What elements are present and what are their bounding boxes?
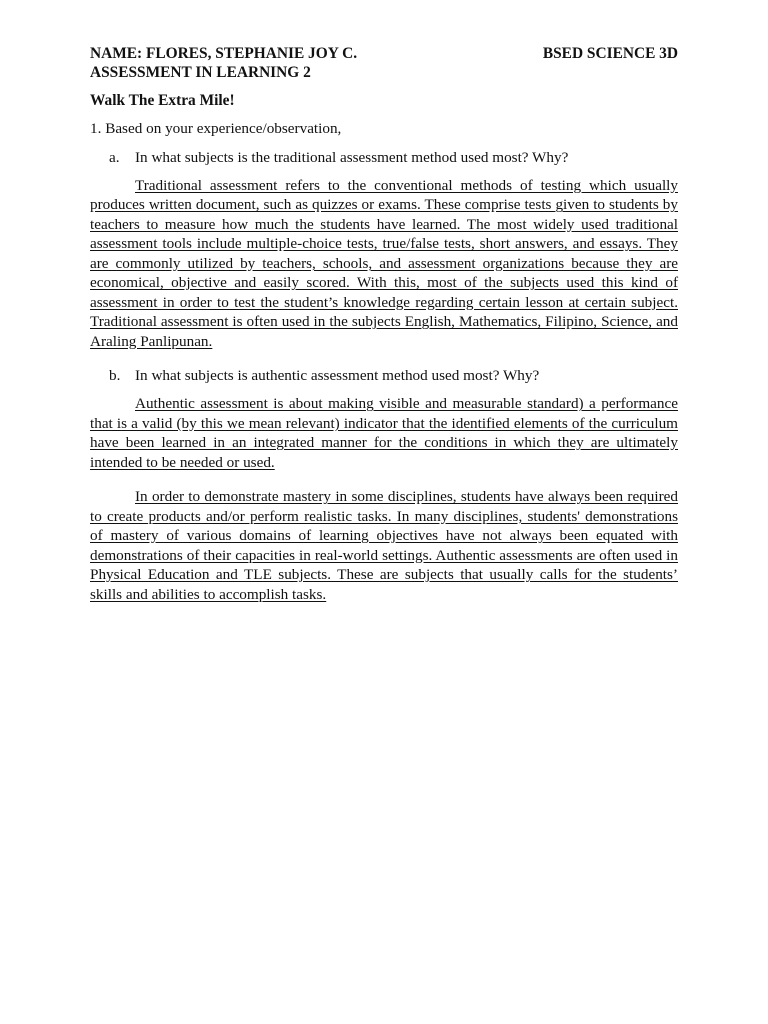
course-section: BSED SCIENCE 3D xyxy=(542,45,678,62)
question-1: 1. Based on your experience/observation, xyxy=(90,120,342,137)
section-title: Walk The Extra Mile! xyxy=(90,92,235,109)
sub-question-b xyxy=(90,366,678,385)
answer-b-paragraph-2: In order to demonstrate mastery in some disciplines, students have always been required to create products and/or perform realistic tasks. In many disciplines, students' demonstrations of mastery of various domains of learning objectives have not always been equated with demonstrations of their capacities in real-world settings. Authentic assessments are often used in Physical Education and TLE subjects. These are subjects that usually calls for the students’ skills and abilities to accomplish tasks. xyxy=(90,488,678,603)
sub-question-b-letter: b. xyxy=(109,367,121,385)
subject-title: ASSESSMENT IN LEARNING 2 xyxy=(90,64,311,81)
document-page xyxy=(90,44,678,619)
answer-b-paragraph-1: Authentic assessment is about making visible and measurable standard) a performance that is a valid (by this we mean relevant) indicator that the identified elements of the curriculum have been learned in an integrated manner for the conditions in which they are ultimately intended to be needed or used. xyxy=(90,395,678,471)
answer-a-paragraph: Traditional assessment refers to the conventional methods of testing which usually produces written document, such as quizzes or exams. These comprise tests given to students by teachers to measure how much the students have learned. The most widely used traditional assessment tools include multiple-choice tests, true/false tests, short answers, and essays. They are commonly utilized by teachers, schools, and assessment organizations because they are economical, objective and easily scored. With this, most of the subjects used this kind of assessment in order to test the student’s knowledge regarding certain lesson at certain subject. Traditional assessment is often used in the subjects English, Mathematics, Filipino, Science, and Araling Panlipunan. xyxy=(90,177,678,350)
student-name: NAME: FLORES, STEPHANIE JOY C. xyxy=(90,45,358,62)
sub-question-b-text: In what subjects is authentic assessment method used most? Why? xyxy=(135,367,540,385)
header-row xyxy=(90,44,678,63)
sub-question-a-letter: a. xyxy=(109,149,120,166)
sub-question-a xyxy=(90,148,678,167)
sub-question-a-text: In what subjects is the traditional assessment method used most? Why? xyxy=(135,149,569,166)
